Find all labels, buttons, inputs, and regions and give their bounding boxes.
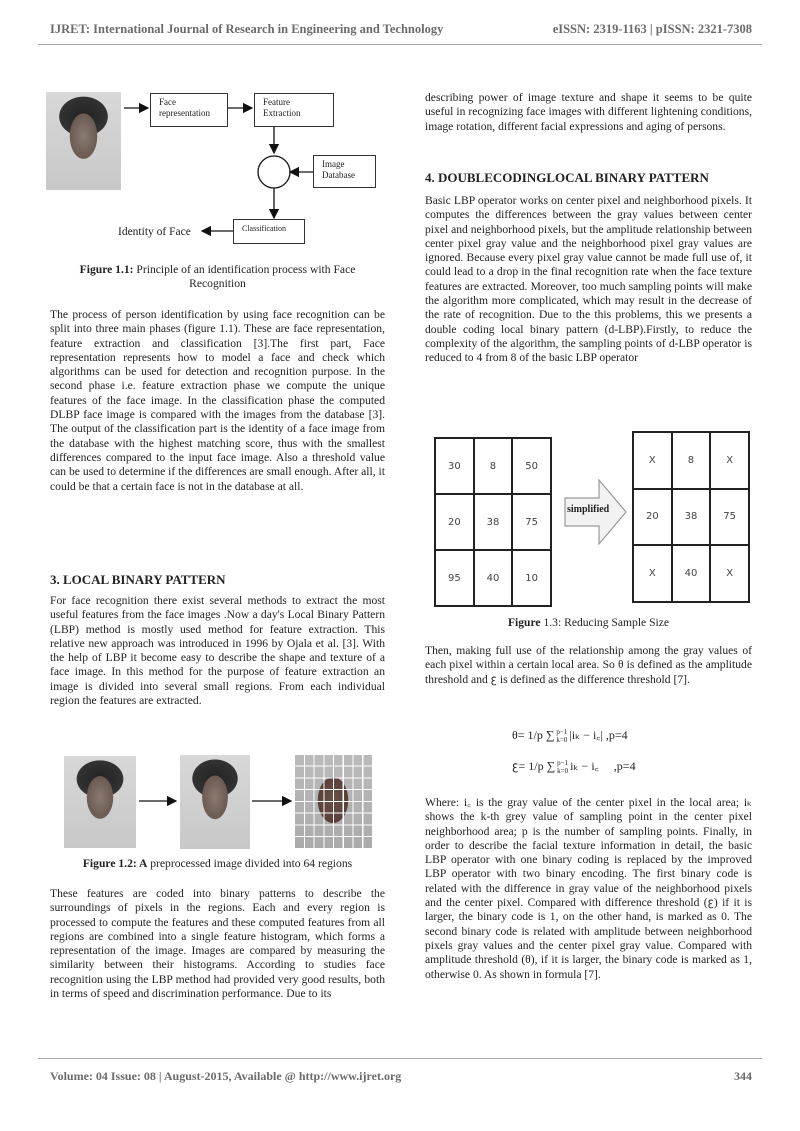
formula-epsilon bbox=[512, 757, 636, 775]
grid-cell: 8 bbox=[672, 432, 711, 489]
figure-1-3-caption bbox=[425, 616, 752, 630]
paragraph: describing power of image texture and shape it seems to be quite useful in recognizing face images with different lightening conditions, image rotation, different facial expressions and aging of persons. bbox=[425, 91, 752, 133]
caption-text: preprocessed image divided into 64 regions bbox=[147, 857, 353, 870]
image-database-box: Image Database bbox=[313, 155, 376, 188]
grid-cell: X bbox=[710, 545, 749, 602]
volume-text: Volume: 04 Issue: 08 | August-2015, Available @ bbox=[50, 1069, 299, 1083]
figure-1-1-caption bbox=[50, 263, 385, 292]
formula-rhs: |iₖ − i꜀| ,p=4 bbox=[569, 728, 628, 742]
grid-cell: 38 bbox=[474, 494, 513, 550]
sum-sup: p−1 bbox=[557, 759, 569, 768]
figure-1-2-caption bbox=[50, 857, 385, 871]
sum-sub: k=0 bbox=[556, 736, 568, 745]
grid-cell: 20 bbox=[633, 489, 672, 546]
formula-lhs: ꜫ= 1/p ∑ bbox=[512, 759, 556, 773]
feature-extraction-box: Feature Extraction bbox=[254, 93, 334, 127]
caption-label: Figure bbox=[507, 616, 541, 629]
grid-cell: X bbox=[710, 432, 749, 489]
paragraph: These features are coded into binary patterns to describe the surroundings of pixels in the regions. Each and every region is processed to compute the features and these computed features from all regions are combined into a single feature histogram, which forms a representation of the image. Images are compared by measuring the similarity between their histograms. According to studies face recognition using the LBP method had provided very good results, both in terms of speed and discrimination performance. Due to its bbox=[50, 887, 385, 1001]
flow-arrows bbox=[136, 795, 296, 807]
grid-cell: 95 bbox=[435, 550, 474, 606]
face-original bbox=[64, 756, 136, 848]
footer bbox=[50, 1069, 752, 1084]
grid-cell: X bbox=[633, 545, 672, 602]
paragraph: Where: i꜀ is the gray value of the center pixel in the local area; iₖ shows the k-th grey value of sampling point in the center pixel neighborhood area; p is the number of sampling points. Finally, in order to describe the facial texture information in detail, the basic LBP operator with one binary coding is replaced by the improved LBP operator with two binary encoding. The first binary code is related with the difference in gray value of the neighborhood pixels and the center pixel. Compared with difference threshold (ꜫ) if it is larger, the binary code is 1, on the other hand, is marked as 0. The second binary code is related with amplitude between neighborhood pixels gray values and the center pixel gray value. Compared with amplitude threshold (θ), if it is larger, the binary code is marked as 1, otherwise 0. As shown in formula [7]. bbox=[425, 796, 752, 981]
grid-cell: 75 bbox=[512, 494, 551, 550]
grid-cell: 20 bbox=[435, 494, 474, 550]
grid-cell: 8 bbox=[474, 438, 513, 494]
section-heading-4: 4. DOUBLECODINGLOCAL BINARY PATTERN bbox=[425, 170, 709, 185]
grid-cell: 40 bbox=[474, 550, 513, 606]
caption-text: Principle of an identification process with Face Recognition bbox=[133, 263, 356, 291]
grid-cell: X bbox=[633, 432, 672, 489]
grid-cell: 38 bbox=[672, 489, 711, 546]
section-heading-3: 3. LOCAL BINARY PATTERN bbox=[50, 572, 226, 587]
classification-box: Classification bbox=[233, 219, 305, 244]
sum-sup: p−1 bbox=[556, 728, 568, 737]
grid-cell: 75 bbox=[710, 489, 749, 546]
grid-cell: 40 bbox=[672, 545, 711, 602]
sum-sub: k=0 bbox=[557, 767, 569, 776]
paragraph: For face recognition there exist several methods to extract the most useful features from the face images .Now a day's Local Binary Pattern (LBP) method is mostly used method for feature extraction. This relative new approach was introduced in 1996 by Ojala et al. [3]. With the help of LBP it become easy to describe the shape and texture of a face image. In this method for the purpose of feature extraction an image is divided into several small regions. From each individual region the features are extracted. bbox=[50, 594, 385, 708]
footer-divider bbox=[38, 1058, 762, 1059]
formula-theta bbox=[512, 726, 628, 744]
grid-after bbox=[632, 431, 750, 603]
journal-name: IJRET: International Journal of Research in Engineering and Technology bbox=[50, 22, 444, 36]
arrow-label: simplified bbox=[567, 504, 610, 515]
caption-label: Figure 1.1: bbox=[79, 263, 134, 276]
grid-cell: 10 bbox=[512, 550, 551, 606]
face-representation-box: Face representation bbox=[150, 93, 228, 127]
paragraph: The process of person identification by using face recognition can be split into three main phases (figure 1.1). These are face representation, feature extraction and classification [3].The first part, Face representation represents how to model a face and check which algorithms can be used for detection and recognition purpose. In the second phase i.e. feature extraction phase we compute the unique features of the face image. In the classification phase the computed DLBP face image is compared with the images from the database [3]. The output of the classification part is the identity of a face image from the database with the highest matching score, thus with the smallest differences compared to the input face image. Also a threshold value can be used to determine if the differences are small enough. After all, it could be that a certain face is not in the database at all. bbox=[50, 308, 385, 493]
formula-lhs: θ= 1/p ∑ bbox=[512, 728, 555, 742]
flow-arrows bbox=[0, 0, 400, 300]
grid-cell: 30 bbox=[435, 438, 474, 494]
paragraph: Basic LBP operator works on center pixel and neighborhood pixels. It computes the differences between the gray values between center pixel and neighborhood pixels, but the amplitude relationship between center pixel gray value and the neighborhood pixel gray values are ignored. Because every pixel gray value cannot be made full use of, it could lead to a drop in the final recognition rate when the face texture features are extracted. Moreover, too much sampling points will make the algorithm more complicated, which may result in the decrease of the rate of recognition. Due to the this problems, this we presents a double coding local binary pattern (d-LBP).Firstly, to reduce the complexity of the algorithm, the sampling points of d-LBP operator is reduced to 4 from 8 of the basic LBP operator bbox=[425, 194, 752, 365]
identity-label: Identity of Face bbox=[118, 226, 191, 238]
caption-label: Figure 1.2: A bbox=[82, 857, 148, 870]
journal-link[interactable]: http://www.ijret.org bbox=[298, 1069, 402, 1083]
grid-cell: 50 bbox=[512, 438, 551, 494]
formula-rhs: iₖ − i꜀ ,p=4 bbox=[570, 759, 636, 773]
face-divided-grid bbox=[294, 755, 372, 849]
caption-text: 1.3: Reducing Sample Size bbox=[540, 616, 670, 629]
page-number: 344 bbox=[734, 1069, 752, 1083]
issn: eISSN: 2319-1163 | pISSN: 2321-7308 bbox=[552, 22, 752, 36]
footer-volume bbox=[50, 1069, 401, 1084]
paragraph: Then, making full use of the relationship among the gray values of each pixel within a certain local area. So θ is defined as the amplitude threshold and ꜫ is defined as the difference threshold [7]. bbox=[425, 644, 752, 686]
grid-before bbox=[434, 437, 552, 607]
